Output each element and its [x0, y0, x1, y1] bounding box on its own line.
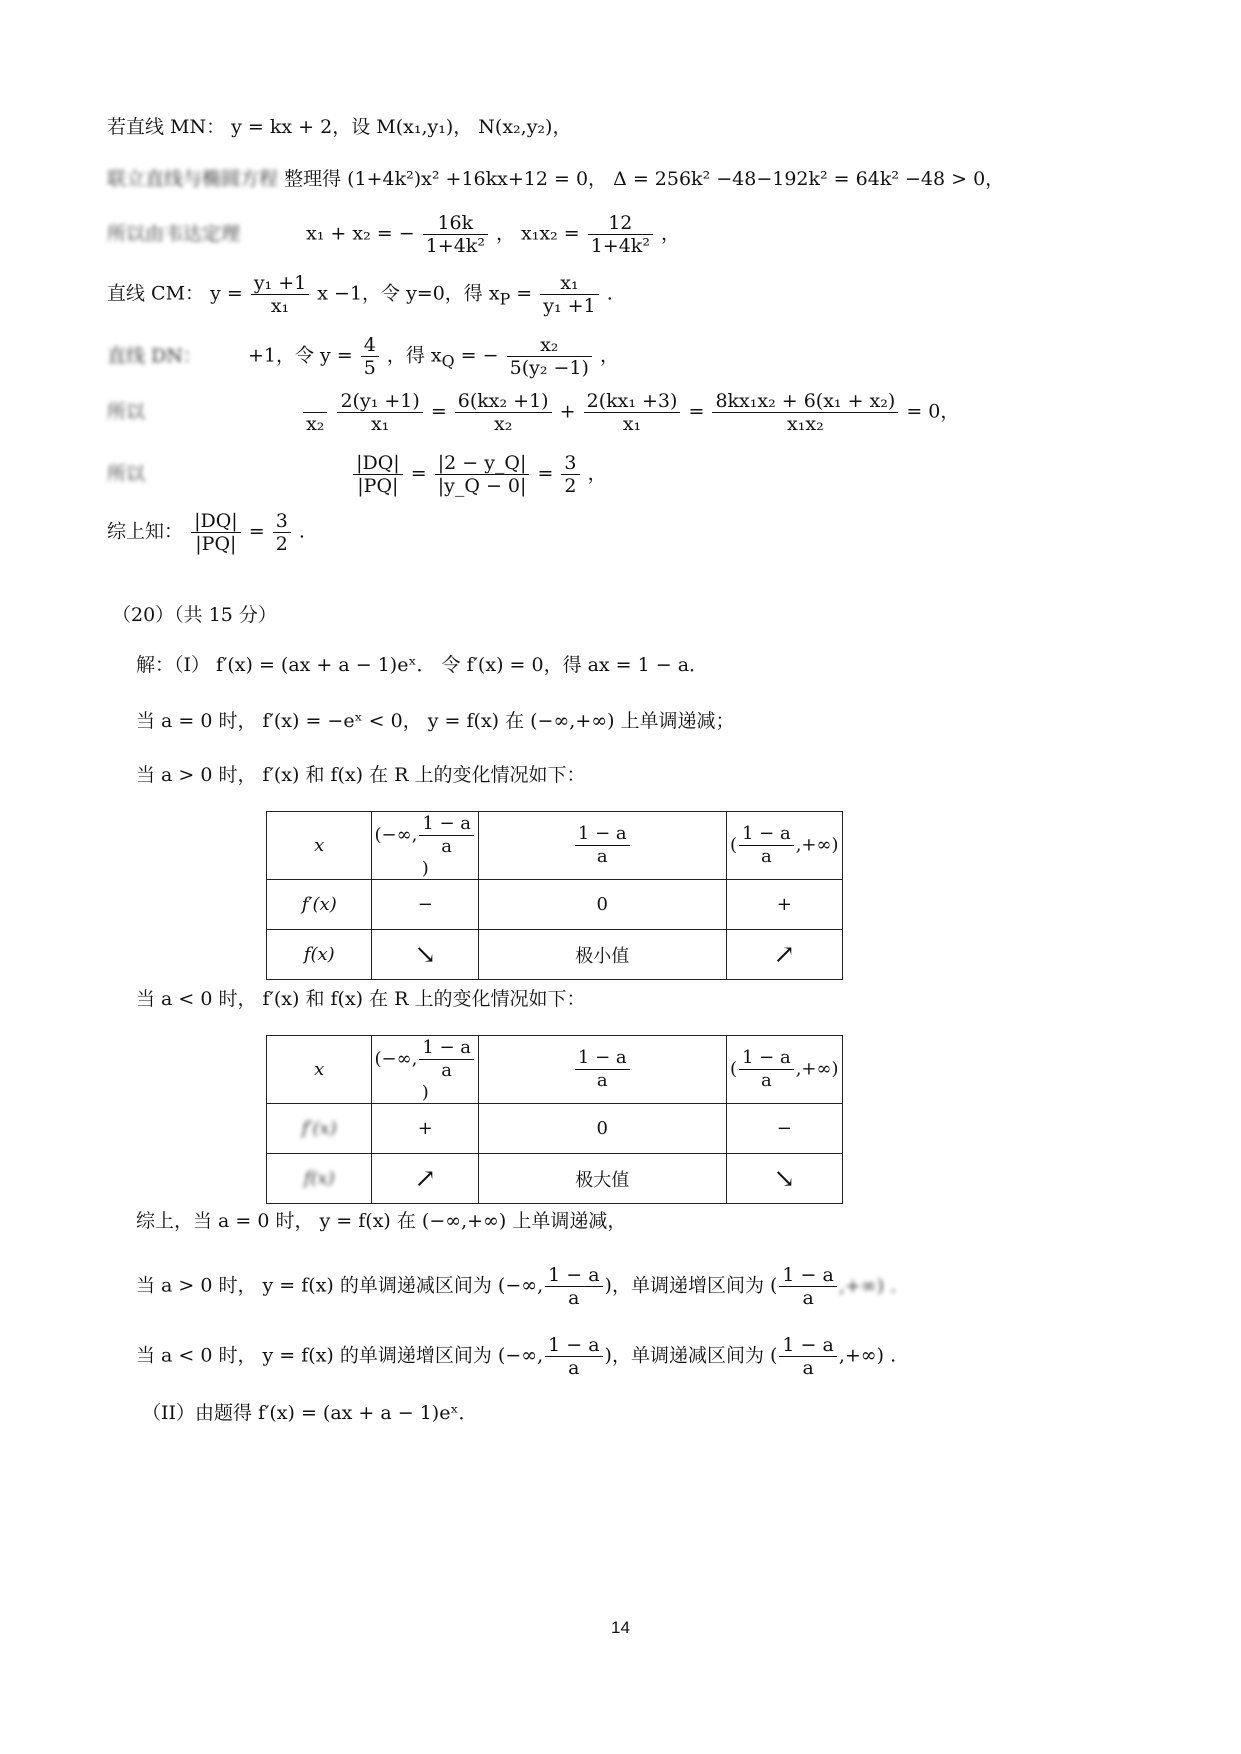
table-cell: 0 [479, 1104, 726, 1154]
case-positive: 当 a > 0 时， f′(x) 和 f(x) 在 R 上的变化情况如下： [136, 764, 586, 786]
blurred-text: 所以 [107, 400, 146, 423]
variation-table-negative [266, 1035, 843, 1204]
fraction: $\frac{\text{y₁ +1}}{\text{x₁}}$ [251, 272, 309, 317]
line-5-text: ，得 x [386, 344, 442, 367]
table-cell: f(x) [267, 930, 372, 980]
case-negative: 当 a < 0 时， f′(x) 和 f(x) 在 R 上的变化情况如下： [136, 988, 586, 1010]
punct: ， [599, 344, 619, 367]
table-cell: $\frac{1 - a}{a}$ [479, 1036, 726, 1104]
fraction: $\frac{12}{\text{1+4k²}}$ [588, 212, 653, 257]
fraction: x₂ [303, 390, 327, 435]
page-number: 14 [611, 1618, 630, 1637]
eq: = [510, 282, 533, 305]
table-cell: ( $\frac{1 - a}{a}$ ,+∞) [726, 1036, 843, 1104]
fraction: $\frac{|2 - y\_Q|}{|y\_Q - 0|}$ [435, 452, 530, 497]
table-cell: f′(x) [267, 880, 372, 930]
table-cell: x [267, 1036, 372, 1104]
fraction: $\frac{3}{2}$ [273, 510, 291, 555]
line-8 [107, 510, 305, 555]
eq: = [688, 400, 705, 423]
table-cell: ( $\frac{1 - a}{a}$ ,+∞) [726, 812, 843, 880]
summary-line-3: 当 a < 0 时， y = f(x) 的单调递增区间为 (−∞, $\frac{1 - a}{a}$ )，单调递减区间为 ( $\frac{1 - a}{a}$ ,+∞) . [136, 1334, 897, 1379]
line-7 [107, 452, 607, 497]
fraction: $\frac{3}{2}$ [561, 452, 579, 497]
fraction: $\frac{\text{x₂}}{\text{5(y₂ −1)}}$ [507, 334, 592, 379]
decrease-arrow-icon: ↘ [726, 1154, 843, 1204]
summary-line-2: 当 a > 0 时， y = f(x) 的单调递减区间为 (−∞, $\frac{1 - a}{a}$ )，单调递增区间为 ( $\frac{1 - a}{a}$ ,+∞) . [136, 1264, 897, 1309]
line-2-text: 整理得 (1+4k²)x² +16kx+12 = 0， Δ = 256k² −48−192k² = 64k² −48 > 0， [284, 168, 1005, 190]
eq: = [537, 462, 554, 485]
fraction: $\frac{|DQ|}{|PQ|}$ [353, 452, 403, 497]
punct: ， [660, 222, 680, 245]
line-2 [107, 166, 1004, 192]
subscript: P [499, 289, 511, 309]
blurred-text: 直线 DN： [107, 344, 202, 367]
table-cell: 0 [479, 880, 726, 930]
eq: = − [454, 344, 499, 367]
table-cell: f′(x) [267, 1104, 372, 1154]
summary-line-1: 综上，当 a = 0 时， y = f(x) 在 (−∞,+∞) 上单调递减， [136, 1210, 627, 1232]
increase-arrow-icon: ↗ [726, 930, 843, 980]
fraction: $\frac{\text{8kx₁x₂ + 6(x₁ + x₂)}}{\text{x₁x₂}}$ [712, 390, 898, 435]
question-20-header: （20）（共 15 分） [112, 604, 277, 626]
increase-arrow-icon: ↗ [372, 1154, 479, 1204]
blurred-text: 联立直线与椭圆方程 [107, 168, 279, 190]
table-cell: $\frac{1 - a}{a}$ [479, 812, 726, 880]
fraction: $\frac{4}{5}$ [361, 334, 379, 379]
plus: + [559, 400, 576, 423]
fraction: $\frac{\text{2(kx₁ +3)}}{\text{x₁}}$ [584, 390, 681, 435]
punct: . [606, 282, 613, 305]
table-cell: − [726, 1104, 843, 1154]
line-6-tail: = 0， [906, 400, 960, 423]
variation-table-positive [266, 811, 843, 980]
product-label: ， x₁x₂ = [495, 222, 580, 245]
line-cm-label: 直线 CM： y = [107, 282, 243, 305]
fraction: $\frac{16k}{\text{1+4k²}}$ [423, 212, 488, 257]
fraction: $\frac{|DQ|}{|PQ|}$ [191, 510, 241, 555]
part-2-line: （II）由题得 f′(x) = (ax + a − 1)eˣ． [142, 1402, 478, 1424]
eq: = [430, 400, 447, 423]
eq: = [248, 520, 265, 543]
line-3 [107, 212, 680, 257]
table-cell: − [372, 880, 479, 930]
conclusion-label: 综上知： [107, 520, 184, 543]
eq: = [410, 462, 427, 485]
table-cell: (−∞, $\frac{1 - a}{a}$ ) [372, 812, 479, 880]
case-zero: 当 a = 0 时， f′(x) = −eˣ < 0， y = f(x) 在 (−∞,+∞) 上单调递减； [136, 710, 735, 732]
sum-label: x₁ + x₂ = − [306, 222, 415, 245]
subscript: Q [441, 351, 455, 371]
line-1: 若直线 MN： y = kx + 2，设 M(x₁,y₁)， N(x₂,y₂)， [107, 116, 572, 138]
fraction: $\frac{\text{x₁}}{\text{y₁ +1}}$ [540, 272, 598, 317]
line-5 [107, 334, 619, 379]
blurred-text: 所以由韦达定理 [107, 222, 241, 245]
blurred-text: 所以 [107, 462, 146, 485]
table-cell: 极大值 [479, 1154, 726, 1204]
table-cell: + [726, 880, 843, 930]
table-cell: 极小值 [479, 930, 726, 980]
line-5-mid: +1，令 y = [247, 344, 353, 367]
table-cell: f(x) [267, 1154, 372, 1204]
punct: ， [587, 462, 607, 485]
table-cell: + [372, 1104, 479, 1154]
decrease-arrow-icon: ↘ [372, 930, 479, 980]
table-cell: (−∞, $\frac{1 - a}{a}$ ) [372, 1036, 479, 1104]
line-4 [107, 272, 613, 317]
fraction: $\frac{\text{6(kx₂ +1)}}{\text{x₂}}$ [455, 390, 552, 435]
table-cell: x [267, 812, 372, 880]
line-6 [107, 390, 959, 435]
line-4-mid: x −1，令 y=0，得 x [317, 282, 500, 305]
fraction: $\frac{\text{2(y₁ +1)}}{\text{x₁}}$ [337, 390, 422, 435]
punct: . [298, 520, 305, 543]
solution-line-1: 解：（I） f′(x) = (ax + a − 1)eˣ． 令 f′(x) = 0，得 ax = 1 − a． [136, 654, 709, 676]
